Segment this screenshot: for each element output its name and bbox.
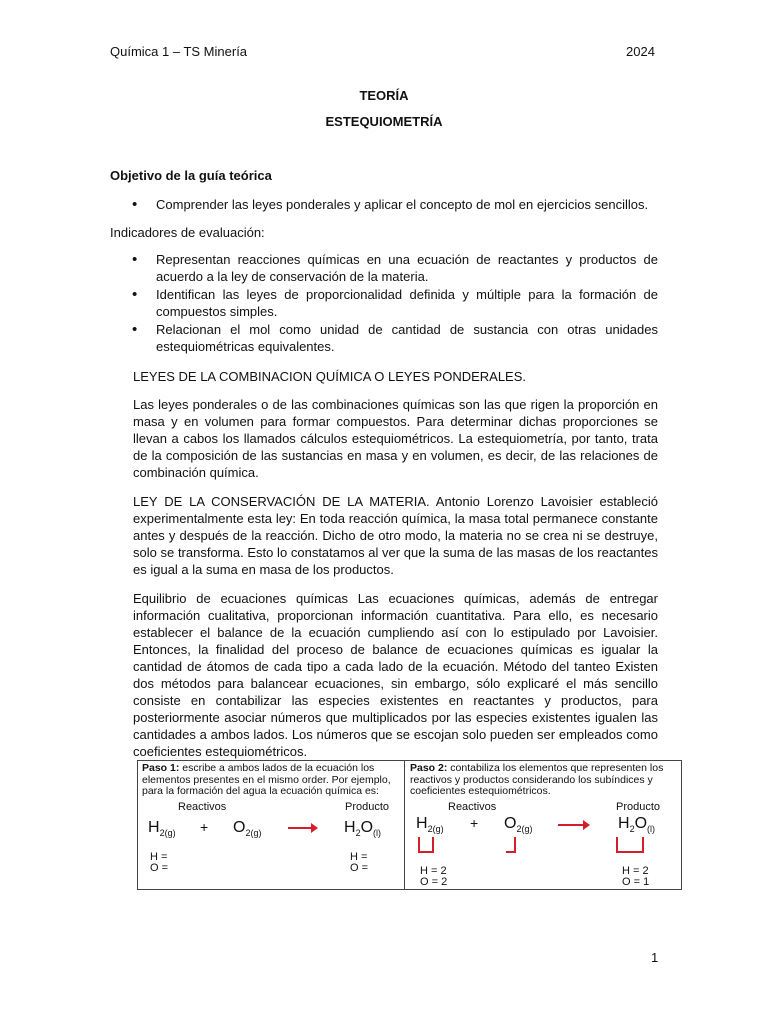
figure-divider <box>404 761 405 889</box>
header-course: Química 1 – TS Minería <box>110 44 248 59</box>
page-title: TEORÍA <box>359 88 409 103</box>
step1-h2: $H_{2(g)}$ <box>148 819 176 839</box>
objective-title: Objetivo de la guía teórica <box>110 168 272 183</box>
step1-plus: + <box>200 819 209 835</box>
step1-right-count-h: H = <box>350 851 368 863</box>
step1-producto-label: Producto <box>345 801 390 813</box>
page-number: 1 <box>651 950 659 965</box>
indicators-list <box>110 251 658 356</box>
objective-item: • Comprender las leyes ponderales y aplicar el concepto de mol en ejercicios sencillos. <box>110 196 658 213</box>
indicator-item: • Relacionan el mol como unidad de cantidad de sustancia con otras unidades estequiométricas equivalentes. <box>110 321 658 355</box>
step2-left-count-h: H = 2 <box>420 865 447 877</box>
indicator-item: • Identifican las leyes de proporcionalidad definida y múltiple para la formación de compuestos simples. <box>110 286 658 320</box>
section-heading: LEYES DE LA COMBINACION QUÍMICA O LEYES PONDERALES. <box>133 369 527 384</box>
step2-text <box>410 763 676 798</box>
indicator-item: • Representan reacciones químicas en una ecuación de reactantes y productos de acuerdo a la ley de conservación de la materia. <box>110 251 658 285</box>
step1-right-count-o: O = <box>350 862 369 874</box>
paragraph-leyes: Las leyes ponderales o de las combinaciones químicas son las que rigen la proporción en masa y en volumen para formar compuestos. Para determinar dichas proporciones se llevan a cabos los llamados cálculos estequiométricos. La estequiometría, por tanto, trata de la composición de las sustancias en masa y en volumen, es decir, de las relaciones de combinación química. <box>133 397 658 480</box>
step1-reactivos-label: Reactivos <box>178 801 227 813</box>
paragraph-equilibrio: Equilibrio de ecuaciones químicas Las ecuaciones químicas, además de entregar información cualitativa, proporcionan información cuantitativa. Para ello, es necesario establecer el balance de la ecuación cumpliendo así con lo estipulado por Lavoisier. Entonces, la finalidad del proceso de balance de ecuaciones químicas es igualar la cantidad de átomos de cada tipo a cada lado de la ecuación. Método del tanteo Existen dos métodos para balancear ecuaciones, sin embargo, sólo explicaré el más sencillo consiste en contabilizar las especies existentes en reactantes y productos, para posteriormente asociar números que multiplicados por las especies existentes igualen las cantidades a ambos lados. Los números que se escojan solo pueden ser empleados como coeficientes estequiométricos. <box>133 591 658 759</box>
step2-left-count-o: O = 2 <box>420 876 448 888</box>
step1-h2o: $H_2O_{(l)}$ <box>344 819 382 839</box>
step2-reactivos-label: Reactivos <box>448 801 497 813</box>
step2-h2o: $H_2O_{(l)}$ <box>618 815 656 835</box>
step2-h-marker-icon <box>418 837 434 853</box>
step2-right-count-h: H = 2 <box>622 865 649 877</box>
step2-o-marker-icon <box>506 837 516 853</box>
step2-o2: $O_{2(g)}$ <box>504 815 533 835</box>
page-subtitle: ESTEQUIOMETRÍA <box>325 114 443 129</box>
step1-description: escribe a ambos lados de la ecuación los elementos presentes en el mismo order. Por ejemplo, para la formación del agua la ecuación química es: <box>142 762 391 797</box>
step2-label: Paso 2: <box>410 762 448 774</box>
step2-plus: + <box>470 815 479 831</box>
paragraph-conservacion: LEY DE LA CONSERVACIÓN DE LA MATERIA. Antonio Lorenzo Lavoisier estableció experimentalmente esta ley: En toda reacción química, la masa total permanece constante antes y después de la reacción. Dicho de otro modo, la materia no se crea ni se destruye, solo se transforma. Esto lo constatamos al ver que la suma de las masas de los reactantes es igual a la suma en masa de los productos. <box>133 494 658 577</box>
step2-right-count-o: O = 1 <box>622 876 650 888</box>
indicators-title: Indicadores de evaluación: <box>110 225 265 240</box>
step2-arrow-icon <box>558 824 584 826</box>
step2-description: contabiliza los elementos que representen los reactivos y productos considerando los subíndices y coeficientes estequiométricos. <box>410 762 664 797</box>
step2-h2o-marker-icon <box>616 837 644 853</box>
step2-producto-label: Producto <box>616 801 661 813</box>
step1-left-count-h: H = <box>150 851 168 863</box>
step1-o2: $O_{2(g)}$ <box>233 819 262 839</box>
header-year: 2024 <box>626 44 655 59</box>
objective-list <box>110 196 658 214</box>
step1-arrow-icon <box>288 827 312 829</box>
step1-left-count-o: O = <box>150 862 169 874</box>
step1-label: Paso 1: <box>142 762 180 774</box>
step1-text <box>142 763 400 798</box>
step2-h2: $H_{2(g)}$ <box>416 815 444 835</box>
balancing-figure <box>137 760 682 890</box>
